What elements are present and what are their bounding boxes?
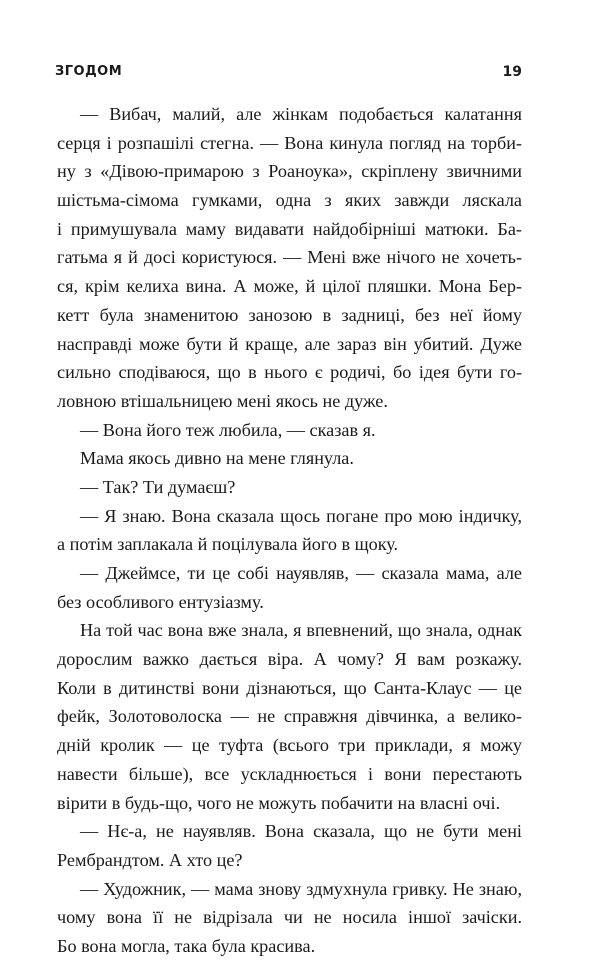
text-line: дній кролик — це туфта (всього три приклади, я можу xyxy=(57,735,522,756)
text-line: фейк, Золотоволоска — не справжня дівчинка, а велико- xyxy=(57,706,522,727)
text-body xyxy=(57,100,522,961)
text-line: а потім заплакала й поцілувала його в щоку. xyxy=(57,534,399,555)
text-line: кетт була знаменитою занозою в задниці, без неї йому xyxy=(57,304,522,325)
text-line: насправді може бути й краще, але зараз він убитий. Дуже xyxy=(57,333,522,354)
text-line: гатьма я й досі користуюся. — Мені вже нічого не хочеть- xyxy=(57,247,522,268)
text-line: — Я знаю. Вона сказала щось погане про мою індичку, xyxy=(80,505,522,526)
text-line: сильно сподіваюся, що в нього є родичі, бо ідея бути го- xyxy=(57,362,522,383)
text-line: ну з «Дівою-примарою з Роаноука», скріплену звичними xyxy=(57,161,522,182)
text-line: і примушувала маму видавати найдобірніші матюки. Ба- xyxy=(57,218,522,239)
text-line: серця і розпашілі стегна. — Вона кинула погляд на торби- xyxy=(57,132,522,153)
text-line: Мама якось дивно на мене глянула. xyxy=(80,448,354,469)
text-line: чому вона її не відрізала чи не носила іншої зачіски. xyxy=(57,907,522,928)
text-line: Рембрандтом. А хто це? xyxy=(57,849,243,870)
text-line: дорослим важко дається віра. А чому? Я вам розкажу. xyxy=(57,649,522,670)
text-line: — Художник, — мама знову здмухнула гривку. Не знаю, xyxy=(80,878,522,899)
text-line: На той час вона вже знала, я впевнений, що знала, однак xyxy=(80,620,522,641)
text-line: — Нє-а, не науявляв. Вона сказала, що не бути мені xyxy=(80,821,522,842)
text-line: Бо вона могла, така була красива. xyxy=(57,935,316,956)
text-line: ловною втішальницею мені якось не дуже. xyxy=(57,390,388,411)
text-line: — Вона його теж любила, — сказав я. xyxy=(80,419,376,440)
text-line: без особливого ентузіазму. xyxy=(57,591,264,612)
text-line: — Так? Ти думаєш? xyxy=(80,476,236,497)
running-head: ЗГОДОМ xyxy=(55,64,123,79)
page-number: 19 xyxy=(502,64,522,80)
text-line: навести більше), все ускладнюється і вони перестають xyxy=(57,763,522,784)
text-line: вірити в будь-що, чого не можуть побачити на власні очі. xyxy=(57,792,501,813)
text-line: ся, крім келиха вина. А може, й цілої пляшки. Мона Бер- xyxy=(57,276,522,297)
text-line: — Вибач, малий, але жінкам подобається калатання xyxy=(80,104,522,124)
text-line: — Джеймсе, ти це собі науявляв, — сказала мама, але xyxy=(80,563,522,583)
page-header xyxy=(55,62,522,84)
text-line: Коли в дитинстві вони дізнаються, що Санта-Клаус — це xyxy=(57,677,522,698)
text-line: шістьма-сімома гумками, одна з яких завжди ляскала xyxy=(57,190,522,211)
